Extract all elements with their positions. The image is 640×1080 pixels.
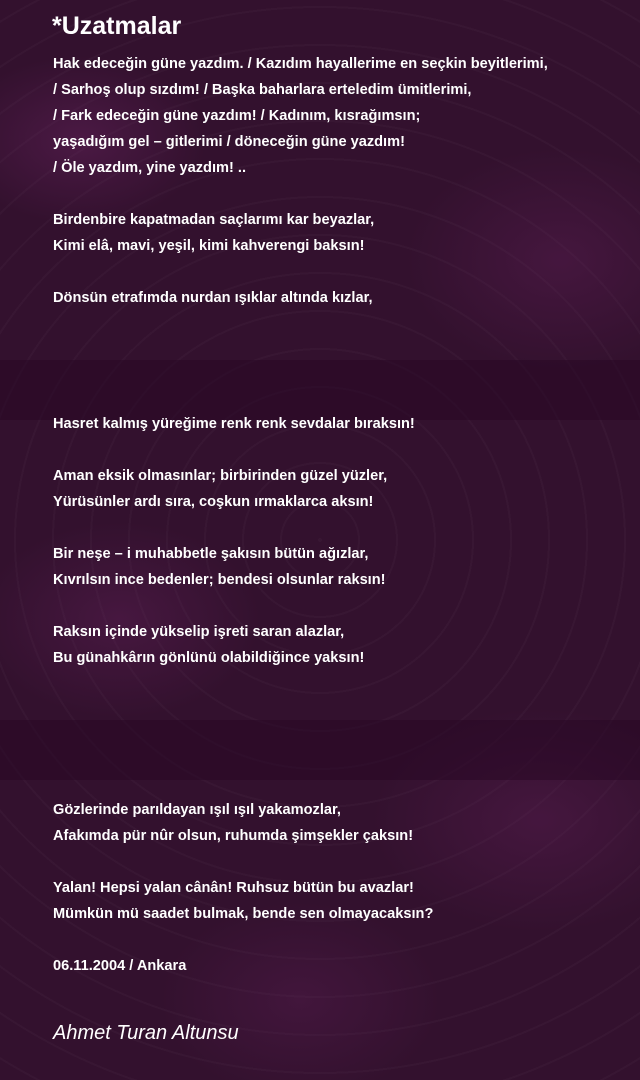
decorative-band: [0, 720, 640, 780]
stanza-9: [53, 875, 633, 927]
poem-line: Yalan! Hepsi yalan cânân! Ruhsuz bütün bu avazlar!: [53, 880, 414, 896]
date-place: 06.11.2004 / Ankara: [53, 958, 187, 974]
poem-line: Birdenbire kapatmadan saçlarımı kar beyazlar,: [53, 212, 375, 228]
poem-line: Aman eksik olmasınlar; birbirinden güzel yüzler,: [53, 468, 388, 484]
poem-line: Hasret kalmış yüreğime renk renk sevdalar bıraksın!: [53, 416, 415, 432]
poem-line: Dönsün etrafımda nurdan ışıklar altında kızlar,: [53, 290, 373, 306]
author-name: Ahmet Turan Altunsu: [53, 1022, 239, 1044]
poem-title: *Uzatmalar: [52, 12, 182, 40]
stanza-4: [53, 411, 633, 437]
poem-line: yaşadığım gel – gitlerimi / döneceğin güne yazdım!: [53, 134, 405, 150]
poem-line: Kimi elâ, mavi, yeşil, kimi kahverengi baksın!: [53, 238, 365, 254]
poem-line: / Öle yazdım, yine yazdım! ..: [53, 160, 247, 176]
stanza-6: [53, 541, 633, 593]
stanza-7: [53, 619, 633, 671]
poem-line: / Fark edeceğin güne yazdım! / Kadınım, kısrağımsın;: [53, 108, 421, 124]
stanza-1: [53, 51, 633, 181]
poem-line: Bir neşe – i muhabbetle şakısın bütün ağızlar,: [53, 546, 369, 562]
poem-line: Gözlerinde parıldayan ışıl ışıl yakamozlar,: [53, 802, 341, 818]
stanza-8: [53, 797, 633, 849]
poem-line: Mümkün mü saadet bulmak, bende sen olmayacaksın?: [53, 906, 434, 922]
poem-line: / Sarhoş olup sızdım! / Başka baharlara erteledim ümitlerimi,: [53, 82, 472, 98]
poem-line: Kıvrılsın ince bedenler; bendesi olsunlar raksın!: [53, 572, 386, 588]
stanza-3: [53, 285, 633, 311]
poem-line: Yürüsünler ardı sıra, coşkun ırmaklarca aksın!: [53, 494, 374, 510]
poem-line: Afakımda pür nûr olsun, ruhumda şimşekler çaksın!: [53, 828, 414, 844]
stanza-5: [53, 463, 633, 515]
poem-line: Bu günahkârın gönlünü olabildiğince yaksın!: [53, 650, 365, 666]
stanza-2: [53, 207, 633, 259]
poem-line: Hak edeceğin güne yazdım. / Kazıdım hayallerime en seçkin beyitlerimi,: [53, 56, 548, 72]
poem-line: Raksın içinde yükselip işreti saran alazlar,: [53, 624, 345, 640]
